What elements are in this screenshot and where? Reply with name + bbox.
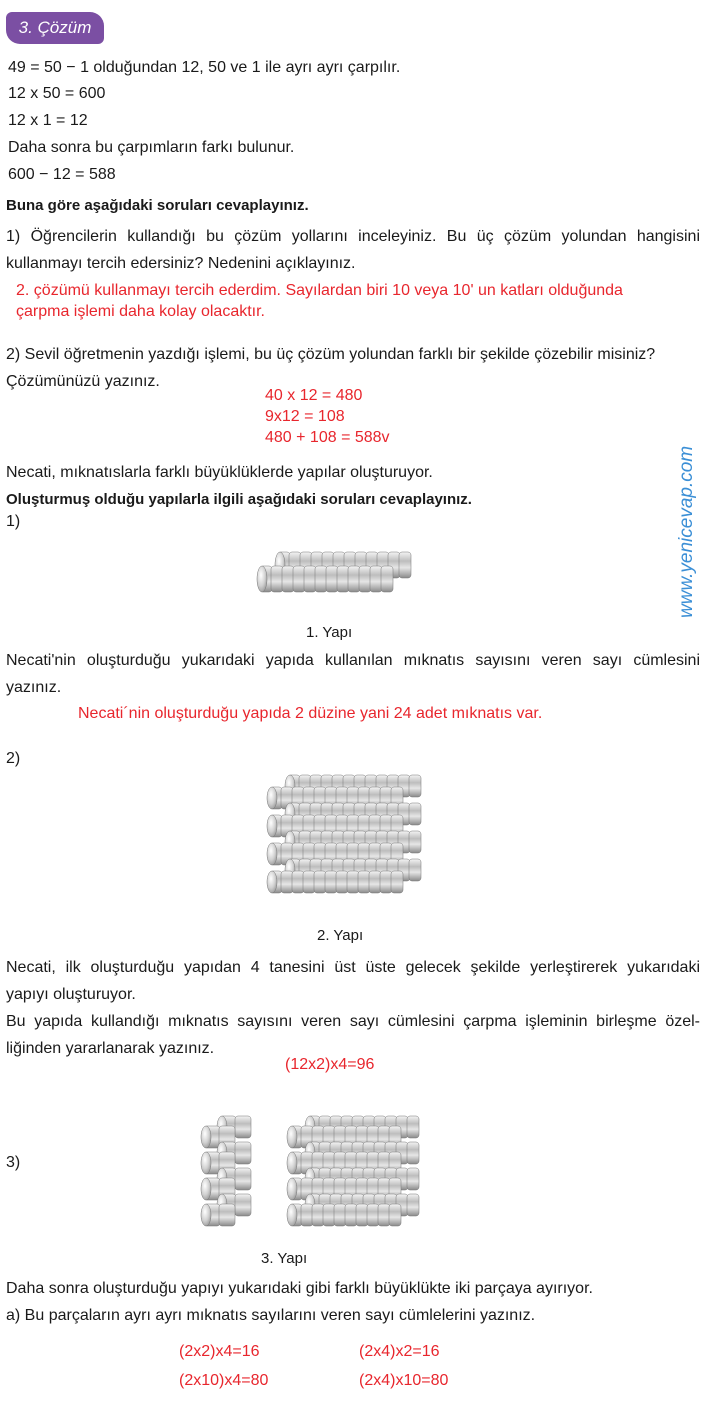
magnet bbox=[334, 1204, 346, 1226]
solution-line: 12 x 50 = 600 bbox=[8, 85, 106, 102]
magnet-row bbox=[267, 871, 403, 893]
magnet-structure-3-large bbox=[286, 1108, 436, 1238]
problem-1-text: yazınız. bbox=[6, 679, 62, 696]
magnet-face bbox=[287, 1152, 297, 1174]
magnet-face bbox=[201, 1204, 211, 1226]
magnet bbox=[312, 1204, 324, 1226]
problem-1-text: Necati'nin oluşturduğu yukarıdaki yapıda kullanılan mıknatıs sayısını veren sayı cümlesini bbox=[6, 652, 700, 669]
magnet bbox=[370, 566, 382, 592]
magnet bbox=[235, 1168, 251, 1190]
magnet-face bbox=[201, 1126, 211, 1148]
magnet bbox=[281, 871, 293, 893]
magnet bbox=[292, 871, 304, 893]
magnet-face bbox=[267, 815, 277, 837]
magnet bbox=[378, 1204, 390, 1226]
magnet bbox=[407, 1116, 419, 1138]
magnet bbox=[337, 566, 349, 592]
magnet bbox=[407, 1142, 419, 1164]
problem-number: 3) bbox=[6, 1154, 21, 1171]
magnet bbox=[219, 1204, 235, 1226]
problem-number: 2) bbox=[6, 750, 21, 767]
magnet bbox=[235, 1142, 251, 1164]
solution-line: 12 x 1 = 12 bbox=[8, 112, 88, 129]
section-heading: Oluşturmuş olduğu yapılarla ilgili aşağıdaki soruları cevaplayınız. bbox=[6, 491, 472, 508]
magnet bbox=[301, 1204, 313, 1226]
problem-3-answer: (2x2)x4=16 bbox=[179, 1343, 260, 1360]
magnet-row bbox=[257, 566, 393, 592]
question-1-answer: 2. çözümü kullanmayı tercih ederdim. Sayılardan biri 10 veya 10' un katları olduğunda bbox=[16, 282, 623, 299]
section-heading: Buna göre aşağıdaki soruları cevaplayınız. bbox=[6, 197, 309, 214]
magnet bbox=[367, 1204, 379, 1226]
magnet bbox=[347, 871, 359, 893]
magnet bbox=[336, 871, 348, 893]
problem-2-answer: (12x2)x4=96 bbox=[285, 1056, 375, 1073]
magnet-face bbox=[287, 1126, 297, 1148]
problem-3-answer: (2x10)x4=80 bbox=[179, 1372, 269, 1389]
solution-line: Daha sonra bu çarpımların farkı bulunur. bbox=[8, 139, 295, 156]
magnet bbox=[369, 871, 381, 893]
magnet bbox=[409, 775, 421, 797]
magnet bbox=[325, 871, 337, 893]
magnet bbox=[359, 566, 371, 592]
magnet bbox=[293, 566, 305, 592]
magnet-face bbox=[267, 871, 277, 893]
magnet bbox=[407, 1168, 419, 1190]
magnet bbox=[380, 871, 392, 893]
magnet-row bbox=[201, 1204, 235, 1226]
magnet bbox=[389, 1204, 401, 1226]
magnet-structure-3-small bbox=[198, 1108, 278, 1238]
problem-2-text: Necati, ilk oluşturduğu yapıdan 4 tanesini üst üste gelecek şekilde yerleştirerek yukarıdaki bbox=[6, 959, 700, 976]
magnet bbox=[235, 1116, 251, 1138]
problem-1-answer: Necati´nin oluşturduğu yapıda 2 düzine yani 24 adet mıknatıs var. bbox=[78, 705, 543, 722]
magnet-face bbox=[287, 1204, 297, 1226]
question-2-answer: 40 x 12 = 480 bbox=[265, 387, 363, 404]
magnet bbox=[356, 1204, 368, 1226]
magnet bbox=[407, 1194, 419, 1216]
magnet bbox=[409, 831, 421, 853]
figure-caption: 2. Yapı bbox=[317, 927, 364, 944]
magnet bbox=[303, 871, 315, 893]
magnet bbox=[326, 566, 338, 592]
magnet bbox=[235, 1194, 251, 1216]
problem-2-text: liğinden yararlanarak yazınız. bbox=[6, 1040, 215, 1057]
magnet bbox=[323, 1204, 335, 1226]
magnet-face bbox=[287, 1178, 297, 1200]
magnet bbox=[391, 871, 403, 893]
problem-3-answer: (2x4)x10=80 bbox=[359, 1372, 449, 1389]
problem-2-text: yapıyı oluşturuyor. bbox=[6, 986, 136, 1003]
magnet-face bbox=[201, 1178, 211, 1200]
question-2-answer: 9x12 = 108 bbox=[265, 408, 345, 425]
solution-badge: 3. Çözüm bbox=[6, 12, 104, 44]
magnet bbox=[304, 566, 316, 592]
magnet bbox=[315, 566, 327, 592]
magnet bbox=[358, 871, 370, 893]
magnet bbox=[409, 859, 421, 881]
watermark bbox=[668, 400, 707, 620]
magnet bbox=[282, 566, 294, 592]
magnet bbox=[345, 1204, 357, 1226]
question-2-answer: 480 + 108 = 588v bbox=[265, 429, 390, 446]
magnet-face bbox=[267, 787, 277, 809]
solution-line: 600 − 12 = 588 bbox=[8, 166, 116, 183]
figure-caption: 3. Yapı bbox=[261, 1250, 308, 1267]
magnet bbox=[381, 566, 393, 592]
problem-3-text: a) Bu parçaların ayrı ayrı mıknatıs sayılarını veren sayı cümlelerini yazınız. bbox=[6, 1307, 536, 1324]
watermark-text: www.yenicevap.com bbox=[676, 445, 697, 618]
magnet-row bbox=[287, 1204, 401, 1226]
question-1-answer: çarpma işlemi daha kolay olacaktır. bbox=[16, 303, 265, 320]
problem-2-text: Bu yapıda kullandığı mıknatıs sayısını veren sayı cümlesini çarpma işleminin birleşme özel- bbox=[6, 1013, 700, 1030]
magnet-structure-2 bbox=[262, 757, 452, 907]
question-1-text: 1) Öğrencilerin kullandığı bu çözüm yollarını inceleyiniz. Bu üç çözüm yolundan hangisini bbox=[6, 228, 700, 245]
magnet bbox=[348, 566, 360, 592]
magnet-face bbox=[201, 1152, 211, 1174]
question-1-text: kullanmayı tercih edersiniz? Nedenini açıklayınız. bbox=[6, 255, 356, 272]
magnet-face bbox=[257, 566, 267, 592]
problem-3-answer: (2x4)x2=16 bbox=[359, 1343, 440, 1360]
solution-line: 49 = 50 − 1 olduğundan 12, 50 ve 1 ile ayrı ayrı çarpılır. bbox=[8, 59, 401, 76]
figure-caption: 1. Yapı bbox=[306, 624, 353, 641]
intro-text: Necati, mıknatıslarla farklı büyüklüklerde yapılar oluşturuyor. bbox=[6, 464, 433, 481]
magnet bbox=[399, 552, 411, 578]
magnet bbox=[271, 566, 283, 592]
question-2-text: 2) Sevil öğretmenin yazdığı işlemi, bu üç çözüm yolundan farklı bir şekilde çözebilir misiniz? bbox=[6, 346, 656, 363]
magnet bbox=[314, 871, 326, 893]
magnet-structure-1 bbox=[250, 526, 450, 606]
magnet bbox=[409, 803, 421, 825]
problem-number: 1) bbox=[6, 513, 21, 530]
question-2-text: Çözümünüzü yazınız. bbox=[6, 373, 160, 390]
problem-3-text: Daha sonra oluşturduğu yapıyı yukarıdaki gibi farklı büyüklükte iki parçaya ayırıyor. bbox=[6, 1280, 593, 1297]
magnet-face bbox=[267, 843, 277, 865]
